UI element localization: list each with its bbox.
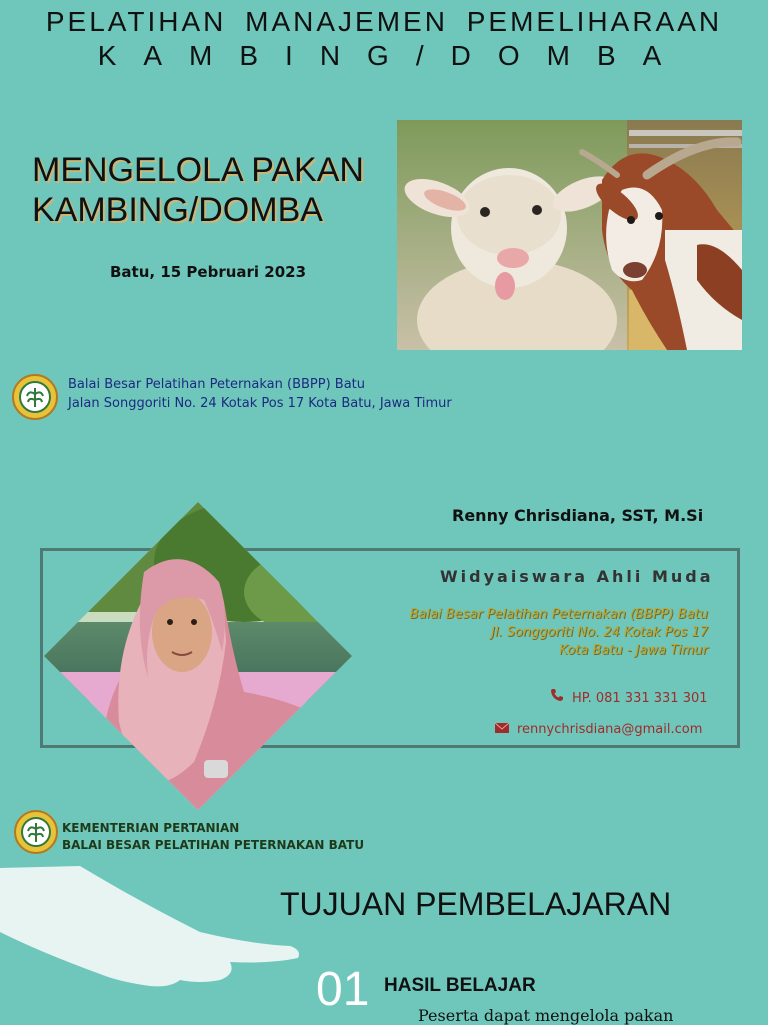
main-title xyxy=(32,150,392,230)
presenter-address-line-2: Jl. Songgoriti No. 24 Kotak Pos 17 xyxy=(490,625,708,640)
section-title: TUJUAN PEMBELAJARAN xyxy=(280,886,672,922)
institution-address: Jalan Songgoriti No. 24 Kotak Pos 17 Kota Batu, Jawa Timur xyxy=(68,396,452,411)
section-number: 01 xyxy=(316,963,370,1016)
presenter-address-line-3: Kota Batu - Jawa Timur xyxy=(559,643,708,658)
envelope-icon xyxy=(495,722,509,737)
institution-name: Balai Besar Pelatihan Peternakan (BBPP) Batu xyxy=(68,377,366,392)
header-line-1: PELATIHAN MANAJEMEN PEMELIHARAAN xyxy=(45,6,723,37)
presenter-email xyxy=(495,722,702,737)
ministry-line-2: BALAI BESAR PELATIHAN PETERNAKAN BATU xyxy=(62,838,365,852)
presenter-photo xyxy=(44,502,352,810)
presenter-role: Widyaiswara Ahli Muda xyxy=(440,567,714,586)
ministry-logo-icon xyxy=(14,810,58,854)
presentation-date: Batu, 15 Pebruari 2023 xyxy=(110,263,307,281)
presenter-phone-text: HP. 081 331 331 301 xyxy=(572,691,708,706)
main-title-line-1: MENGELOLA PAKAN xyxy=(32,151,364,189)
institution-info xyxy=(68,375,452,413)
sheep-goat-illustration xyxy=(397,120,742,350)
phone-icon xyxy=(550,688,564,706)
presenter-address-line-1: Balai Besar Pelatihan Peternakan (BBPP) Batu xyxy=(409,607,708,622)
header-line-2: KAMBING/DOMBA xyxy=(97,40,689,71)
presenter-name: Renny Chrisdiana, SST, M.Si xyxy=(452,506,704,525)
hand-graphic-icon xyxy=(0,862,310,1002)
ministry-line-1: KEMENTERIAN PERTANIAN xyxy=(62,821,240,835)
main-title-line-2: KAMBING/DOMBA xyxy=(32,191,323,229)
presenter-phone xyxy=(550,688,708,706)
presenter-email-text: rennychrisdiana@gmail.com xyxy=(517,722,703,737)
bbpp-logo-icon xyxy=(12,374,58,420)
section-text: Peserta dapat mengelola pakan xyxy=(418,1006,674,1025)
section-heading: HASIL BELAJAR xyxy=(384,975,536,996)
ministry-info xyxy=(62,820,364,854)
presenter-address xyxy=(410,606,708,660)
sheep-goat-photo xyxy=(397,120,742,350)
